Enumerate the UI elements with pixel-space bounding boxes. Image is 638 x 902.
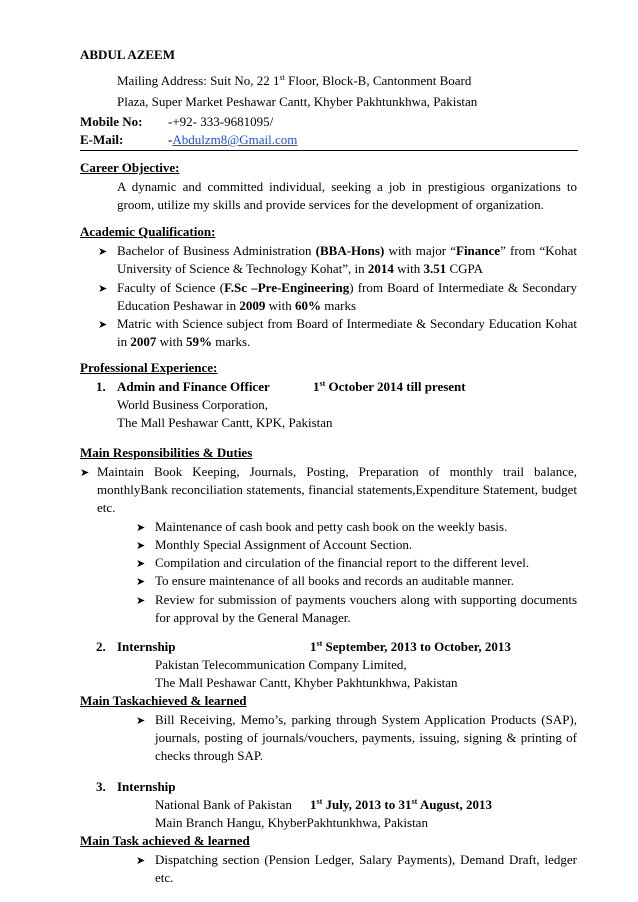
- responsibility-last-line-1: Review for submission of payments vouchers along with supporting documents: [155, 592, 577, 607]
- job-1-location: The Mall Peshawar Cantt, KPK, Pakistan: [117, 415, 333, 430]
- academic-item-2-line-1: Faculty of Science (F.Sc –Pre-Engineering) from Board of Intermediate & Secondary: [117, 280, 578, 295]
- job-2-task-line-3: checks through SAP.: [155, 748, 263, 763]
- career-objective-line-2: groom, utilize my skills and provide services for the development of organization.: [117, 197, 544, 212]
- header-divider: [80, 150, 578, 151]
- job-2-title: Internship: [117, 639, 176, 654]
- academic-item-3-line-1: Matric with Science subject from Board of Intermediate & Secondary Education Kohat: [117, 316, 577, 331]
- job-1-company: World Business Corporation,: [117, 397, 268, 412]
- job-1-title: Admin and Finance Officer: [117, 379, 270, 394]
- responsibility-item: Maintenance of cash book and petty cash book on the weekly basis.: [155, 519, 508, 534]
- email-link[interactable]: Abdulzm8@Gmail.com: [172, 132, 298, 147]
- job-3-company: National Bank of Pakistan: [155, 797, 292, 812]
- academic-heading: Academic Qualification:: [80, 224, 216, 239]
- arrow-bullet-icon: ➤: [98, 283, 108, 295]
- responsibility-item: Compilation and circulation of the financial report to the different level.: [155, 555, 530, 570]
- job-3-dates: 1st July, 2013 to 31st August, 2013: [310, 797, 493, 812]
- job-1-number: 1.: [96, 379, 106, 394]
- arrow-bullet-icon: ➤: [136, 855, 146, 867]
- arrow-bullet-icon: ➤: [80, 467, 90, 479]
- email-label: E-Mail:: [80, 132, 124, 147]
- academic-item-1-line-1: Bachelor of Business Administration (BBA-Hons) with major “Finance” from “Kohat: [117, 243, 577, 258]
- arrow-bullet-icon: ➤: [136, 522, 146, 534]
- responsibility-main-line-1: Maintain Book Keeping, Journals, Posting, Preparation of monthly trail balance,: [97, 464, 577, 479]
- email-row: -Abdulzm8@Gmail.com: [168, 132, 298, 147]
- job-3-task-line-1: Dispatching section (Pension Ledger, Salary Payments), Demand Draft, ledger: [155, 852, 577, 867]
- experience-heading: Professional Experience:: [80, 360, 218, 375]
- arrow-bullet-icon: ➤: [136, 595, 146, 607]
- job-3-title: Internship: [117, 779, 176, 794]
- arrow-bullet-icon: ➤: [98, 319, 108, 331]
- applicant-name: ABDUL AZEEM: [80, 47, 175, 62]
- job-2-task-heading: Main Taskachieved & learned: [80, 693, 247, 708]
- mobile-label: Mobile No:: [80, 114, 143, 129]
- job-1-dates: 1st October 2014 till present: [313, 379, 466, 394]
- responsibility-main-line-2: monthlyBank reconciliation statements, financial statements,Expenditure Statement, budget: [97, 482, 577, 497]
- career-objective-heading: Career Objective:: [80, 160, 180, 175]
- address-line-2: Plaza, Super Market Peshawar Cantt, Khyber Pakhtunkhwa, Pakistan: [117, 94, 478, 109]
- responsibility-main-line-3: etc.: [97, 500, 116, 515]
- career-objective-line-1: A dynamic and committed individual, seeking a job in prestigious organizations to: [117, 179, 577, 194]
- academic-item-3-line-2: in 2007 with 59% marks.: [117, 334, 251, 349]
- address-line-1: Mailing Address: Suit No, 22 1st Floor, Block-B, Cantonment Board: [117, 73, 472, 88]
- job-2-company: Pakistan Telecommunication Company Limited,: [155, 657, 407, 672]
- mobile-value: -+92- 333-9681095/: [168, 114, 274, 129]
- job-3-location: Main Branch Hangu, KhyberPakhtunkhwa, Pakistan: [155, 815, 428, 830]
- responsibility-last-line-2: for approval by the General Manager.: [155, 610, 351, 625]
- job-2-number: 2.: [96, 639, 106, 654]
- responsibilities-heading: Main Responsibilities & Duties: [80, 445, 253, 460]
- responsibility-item: To ensure maintenance of all books and records an auditable manner.: [155, 573, 514, 588]
- academic-item-1-line-2: University of Science & Technology Kohat”, in 2014 with 3.51 CGPA: [117, 261, 483, 276]
- arrow-bullet-icon: ➤: [136, 540, 146, 552]
- arrow-bullet-icon: ➤: [136, 558, 146, 570]
- job-2-location: The Mall Peshawar Cantt, Khyber Pakhtunkhwa, Pakistan: [155, 675, 458, 690]
- job-3-task-line-2: etc.: [155, 870, 174, 885]
- arrow-bullet-icon: ➤: [136, 715, 146, 727]
- job-2-dates: 1st September, 2013 to October, 2013: [310, 639, 511, 654]
- arrow-bullet-icon: ➤: [98, 246, 108, 258]
- arrow-bullet-icon: ➤: [136, 576, 146, 588]
- job-2-task-line-1: Bill Receiving, Memo’s, parking through System Application Products (SAP),: [155, 712, 577, 727]
- job-2-task-line-2: journals, posting of journals/vouchers, payments, issuing, signing & printing of: [155, 730, 577, 745]
- job-3-task-heading: Main Task achieved & learned: [80, 833, 250, 848]
- academic-item-2-line-2: Education Peshawar in 2009 with 60% marks: [117, 298, 357, 313]
- responsibility-item: Monthly Special Assignment of Account Section.: [155, 537, 413, 552]
- job-3-number: 3.: [96, 779, 106, 794]
